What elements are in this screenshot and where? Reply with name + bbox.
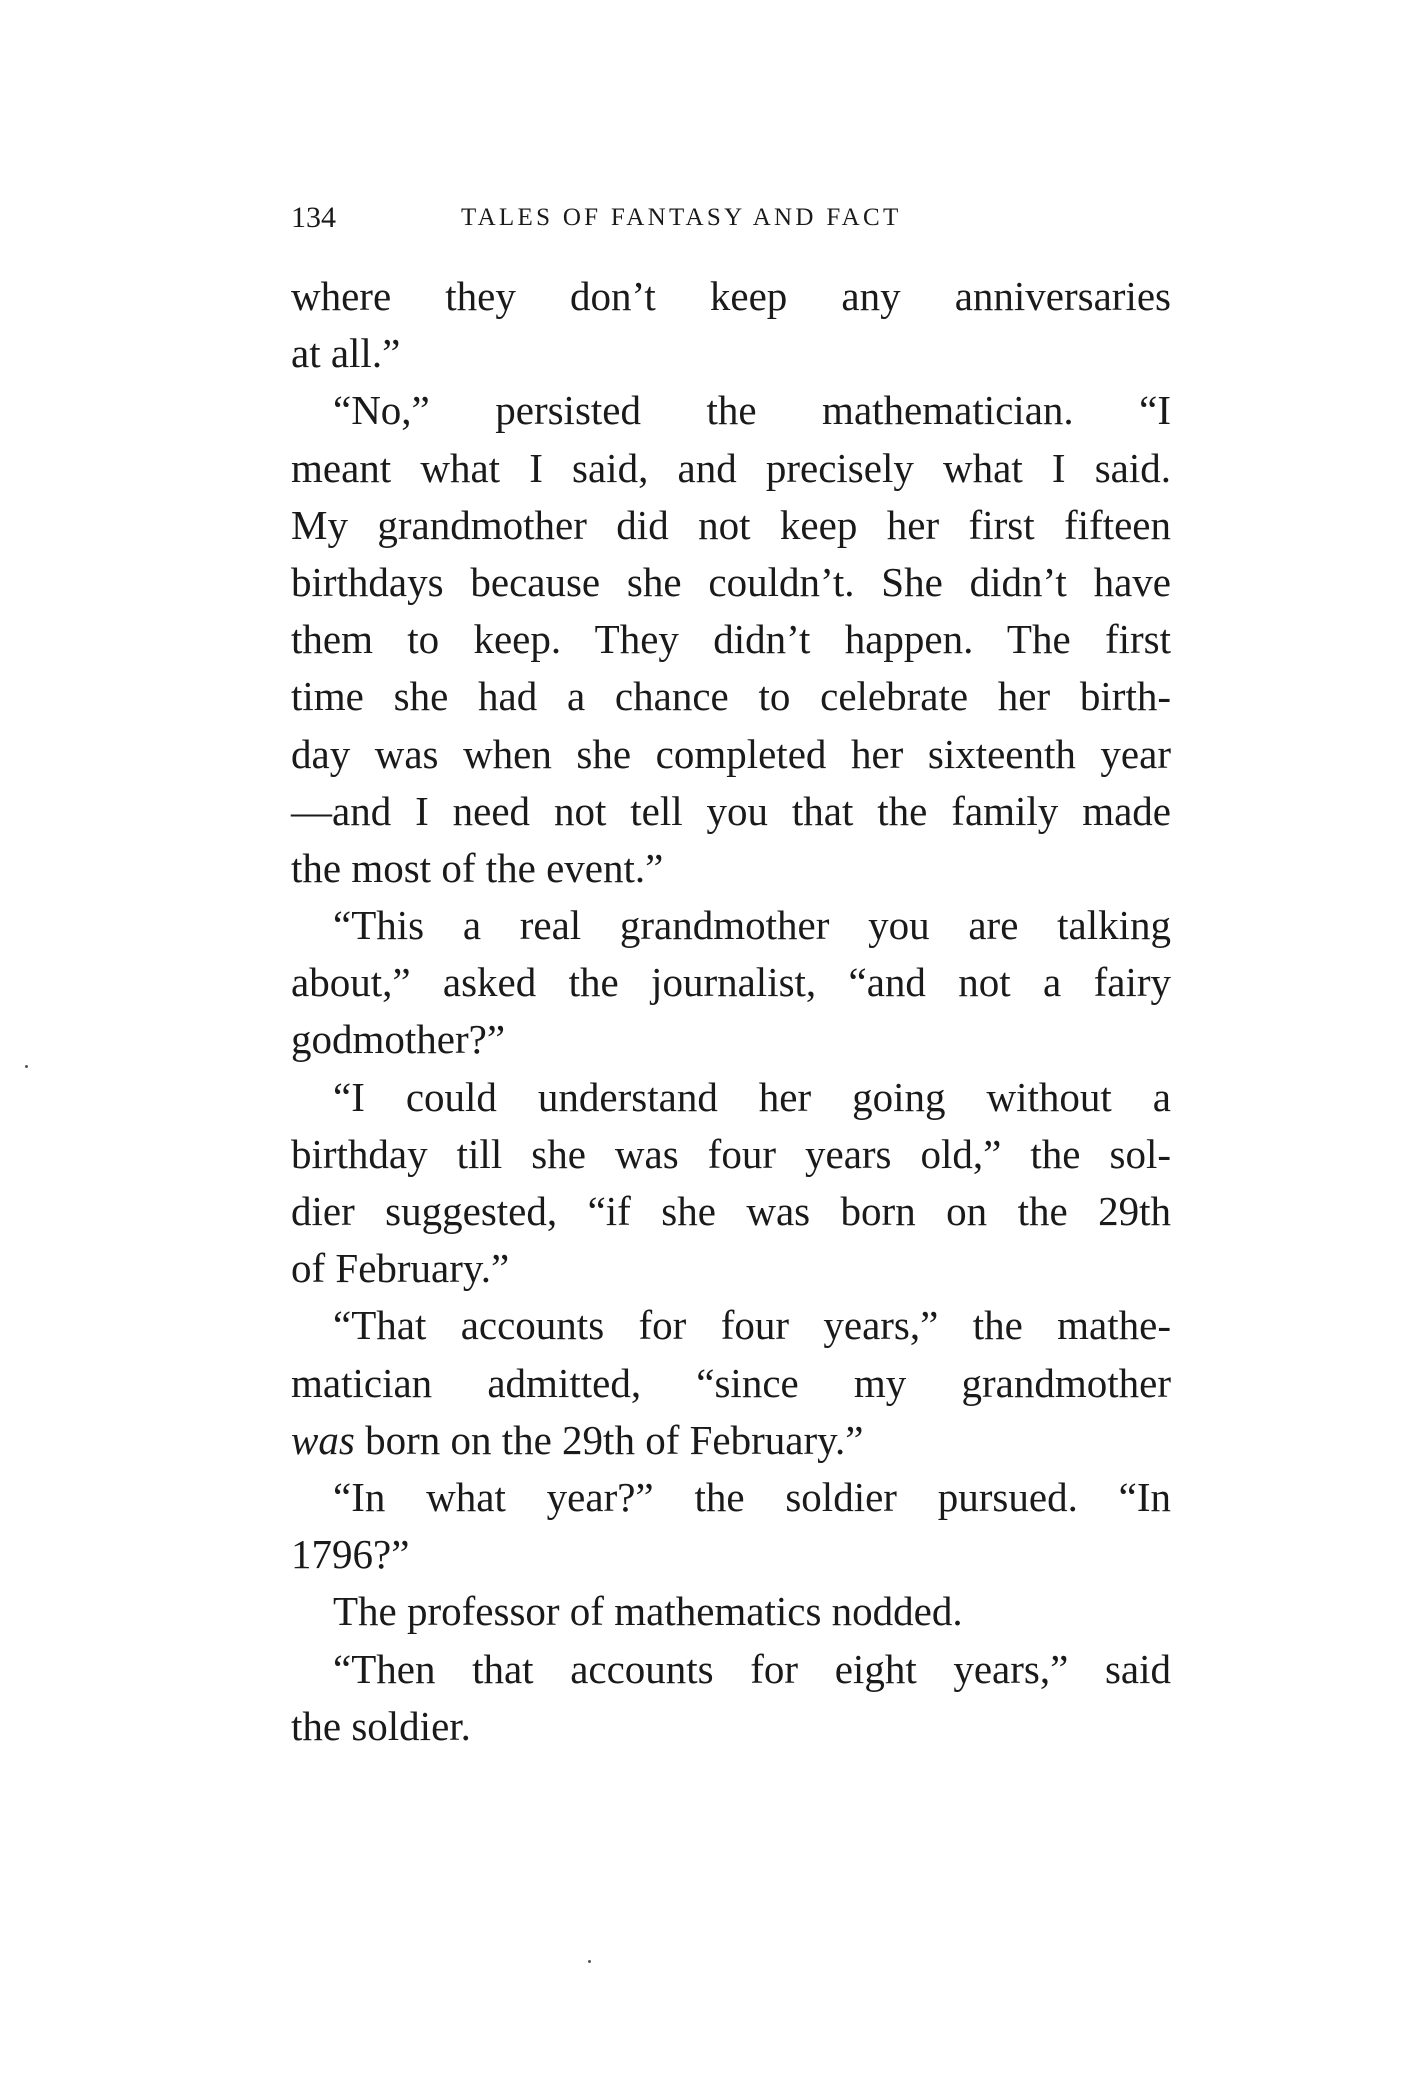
text-line: them to keep. They didn’t happen. The first	[291, 616, 1171, 663]
running-title: TALES OF FANTASY AND FACT	[461, 204, 902, 231]
text-line: “Then that accounts for eight years,” said	[333, 1645, 1171, 1692]
text-line: birthday till she was four years old,” the sol-	[291, 1130, 1171, 1177]
text-line: birthdays because she couldn’t. She didn’t have	[291, 558, 1171, 605]
text-line: the most of the event.”	[291, 844, 664, 891]
text-line: —and I need not tell you that the family made	[291, 787, 1171, 834]
text-line: My grandmother did not keep her first fifteen	[291, 501, 1171, 548]
text-line: where they don’t keep any anniversaries	[291, 273, 1171, 319]
text-line: godmother?”	[291, 1016, 506, 1063]
page-number: 134	[291, 201, 336, 234]
text-line: 1796?”	[291, 1531, 410, 1578]
running-head	[291, 198, 1171, 238]
text-line: day was when she completed her sixteenth year	[291, 730, 1171, 777]
text-line: The professor of mathematics nodded.	[333, 1588, 963, 1635]
text-line: at all.”	[291, 330, 401, 377]
paper-speck	[25, 1065, 28, 1068]
paper-speck	[588, 1960, 591, 1963]
text-line: time she had a chance to celebrate her birth-	[291, 673, 1171, 720]
text-line: “This a real grandmother you are talking	[333, 902, 1171, 949]
text-line: the soldier.	[291, 1702, 471, 1749]
text-line: meant what I said, and precisely what I said.	[291, 444, 1171, 491]
text-line	[291, 1412, 1171, 1469]
text-line: “I could understand her going without a	[333, 1073, 1171, 1120]
text-line: of February.”	[291, 1245, 510, 1292]
text-line: about,” asked the journalist, “and not a fairy	[291, 959, 1171, 1006]
text-line: “That accounts for four years,” the mathe-	[333, 1302, 1171, 1349]
text-line: dier suggested, “if she was born on the 29th	[291, 1188, 1171, 1234]
text-line-rest: born on the 29th of February.”	[354, 1416, 864, 1463]
text-line: matician admitted, “since my grandmother	[291, 1359, 1171, 1406]
text-line: “No,” persisted the mathematician. “I	[333, 387, 1171, 434]
body-text	[291, 268, 1171, 1755]
italic-word: was	[291, 1416, 355, 1463]
text-line: “In what year?” the soldier pursued. “In	[333, 1473, 1171, 1520]
